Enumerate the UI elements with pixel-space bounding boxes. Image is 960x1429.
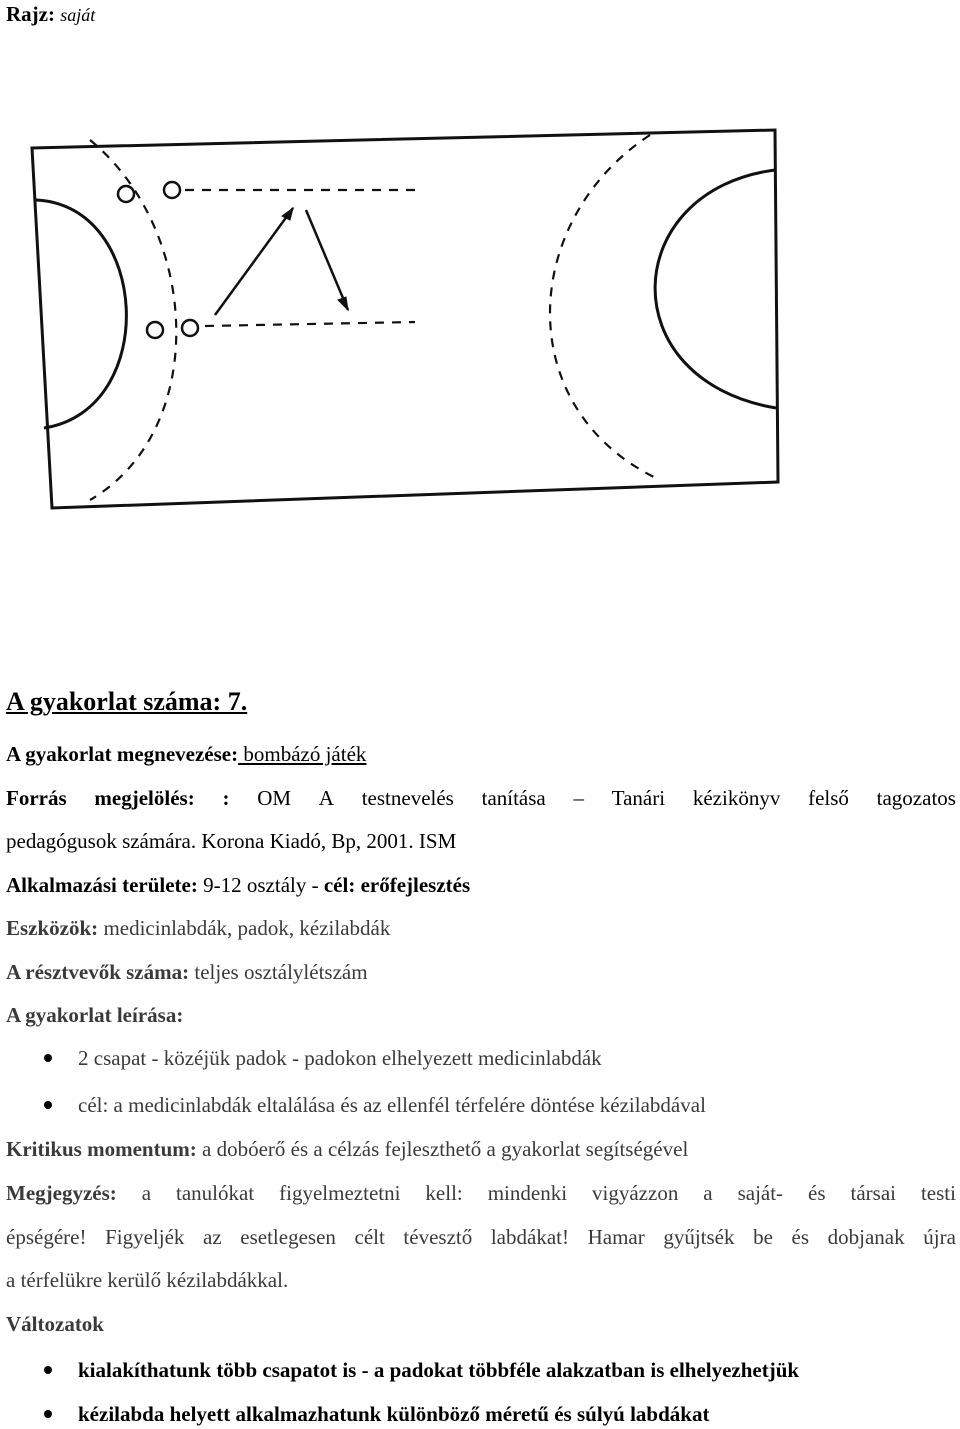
- tools-label: Eszközök:: [6, 916, 99, 940]
- name-row: [6, 742, 956, 766]
- note-word: Megjegyzés:: [6, 1181, 117, 1205]
- arrow-head: [282, 208, 293, 220]
- note-word: mindenki: [487, 1181, 568, 1205]
- bullet-dot: [44, 1054, 52, 1062]
- note-word: be: [753, 1225, 773, 1249]
- area-row: [6, 873, 956, 897]
- note-word: az: [203, 1225, 222, 1249]
- court-outline: [32, 130, 778, 508]
- critical-value: a dobóerő és a célzás fejleszthető a gyakorlat segítségével: [196, 1137, 689, 1161]
- source-word: Forrás: [6, 786, 67, 810]
- source-word: Tanári: [611, 786, 666, 810]
- note-line-3: a térfelükre kerülő kézilabdákkal.: [6, 1268, 289, 1292]
- note-word: és: [808, 1181, 826, 1205]
- arrow-diagonal-up: [215, 208, 293, 315]
- dashed-pass-bottom: [205, 322, 415, 326]
- name-label: A gyakorlat megnevezése:: [6, 742, 239, 766]
- note-word: társai: [850, 1181, 896, 1205]
- bullet-dot: [44, 1366, 52, 1374]
- note-word: épségére!: [6, 1225, 87, 1249]
- note-word: Figyeljék: [105, 1225, 185, 1249]
- arrow-head: [338, 297, 348, 310]
- left-goal-area: [36, 200, 126, 428]
- description-label: A gyakorlat leírása:: [6, 1003, 184, 1027]
- player-marker: [118, 186, 134, 202]
- note-word: vigyázzon: [592, 1181, 679, 1205]
- tools-value: medicinlabdák, padok, kézilabdák: [98, 916, 391, 940]
- drawing-label: Rajz:: [6, 2, 55, 26]
- note-word: célt: [354, 1225, 385, 1249]
- area-goal: cél: erőfejlesztés: [323, 873, 471, 897]
- note-word: dobjanak: [827, 1225, 905, 1249]
- note-word: tanulókat: [176, 1181, 255, 1205]
- note-word: esetlegesen: [240, 1225, 336, 1249]
- exercise-title: A gyakorlat száma: 7.: [6, 687, 248, 716]
- variants-label: Változatok: [6, 1312, 104, 1336]
- participants-row: [6, 960, 956, 984]
- source-word: A: [318, 786, 334, 810]
- note-word: labdákat!: [490, 1225, 569, 1249]
- tools-row: [6, 916, 956, 940]
- note-word: tévesztő: [403, 1225, 473, 1249]
- description-item: 2 csapat - közéjük padok - padokon elhelyezett medicinlabdák: [78, 1046, 602, 1070]
- note-word: újra: [923, 1225, 956, 1249]
- note-word: Hamar: [587, 1225, 645, 1249]
- note-word: figyelmeztetni: [279, 1181, 401, 1205]
- note-word: testi: [920, 1181, 956, 1205]
- source-continuation: pedagógusok számára. Korona Kiadó, Bp, 2001. ISM: [6, 829, 457, 853]
- court-diagram: [0, 110, 800, 520]
- source-word: :: [222, 786, 230, 810]
- right-free-throw-line: [550, 135, 660, 480]
- critical-label: Kritikus momentum:: [6, 1137, 197, 1161]
- source-word: testnevelés: [361, 786, 454, 810]
- variant-item: kialakíthatunk több csapatot is - a padokat többféle alakzatban is elhelyezhetjük: [78, 1358, 800, 1382]
- source-word: tanítása: [481, 786, 546, 810]
- source-word: felső: [808, 786, 849, 810]
- area-label: Alkalmazási területe:: [6, 873, 198, 897]
- bullet-dot: [44, 1101, 52, 1109]
- player-marker: [182, 320, 198, 336]
- drawing-author: saját: [60, 5, 96, 25]
- player-marker: [147, 322, 163, 338]
- note-word: a: [703, 1181, 713, 1205]
- player-marker: [164, 182, 180, 198]
- bullet-dot: [44, 1410, 52, 1418]
- note-word: saját-: [737, 1181, 784, 1205]
- participants-label: A résztvevők száma:: [6, 960, 190, 984]
- source-word: tagozatos: [876, 786, 956, 810]
- note-row: [6, 1181, 956, 1205]
- note-word: és: [791, 1225, 810, 1249]
- note-word: gyűjtsék: [663, 1225, 735, 1249]
- area-value: 9-12 osztály -: [197, 873, 324, 897]
- source-row: [6, 786, 956, 810]
- critical-row: [6, 1137, 956, 1161]
- variant-item: kézilabda helyett alkalmazhatunk különböző méretű és súlyú labdákat: [78, 1402, 710, 1426]
- source-word: –: [573, 786, 584, 810]
- right-goal-area: [655, 170, 776, 408]
- note-line-2: [6, 1225, 956, 1249]
- source-word: megjelölés:: [94, 786, 195, 810]
- source-word: OM: [257, 786, 292, 810]
- participants-value: teljes osztálylétszám: [189, 960, 368, 984]
- note-word: a: [141, 1181, 152, 1205]
- arrow-diagonal-down: [306, 210, 348, 310]
- drawing-caption: [6, 2, 95, 27]
- name-value: bombázó játék: [238, 742, 367, 766]
- source-word: kézikönyv: [692, 786, 781, 810]
- description-item: cél: a medicinlabdák eltalálása és az ellenfél térfelére döntése kézilabdával: [78, 1093, 706, 1117]
- note-word: kell:: [425, 1181, 463, 1205]
